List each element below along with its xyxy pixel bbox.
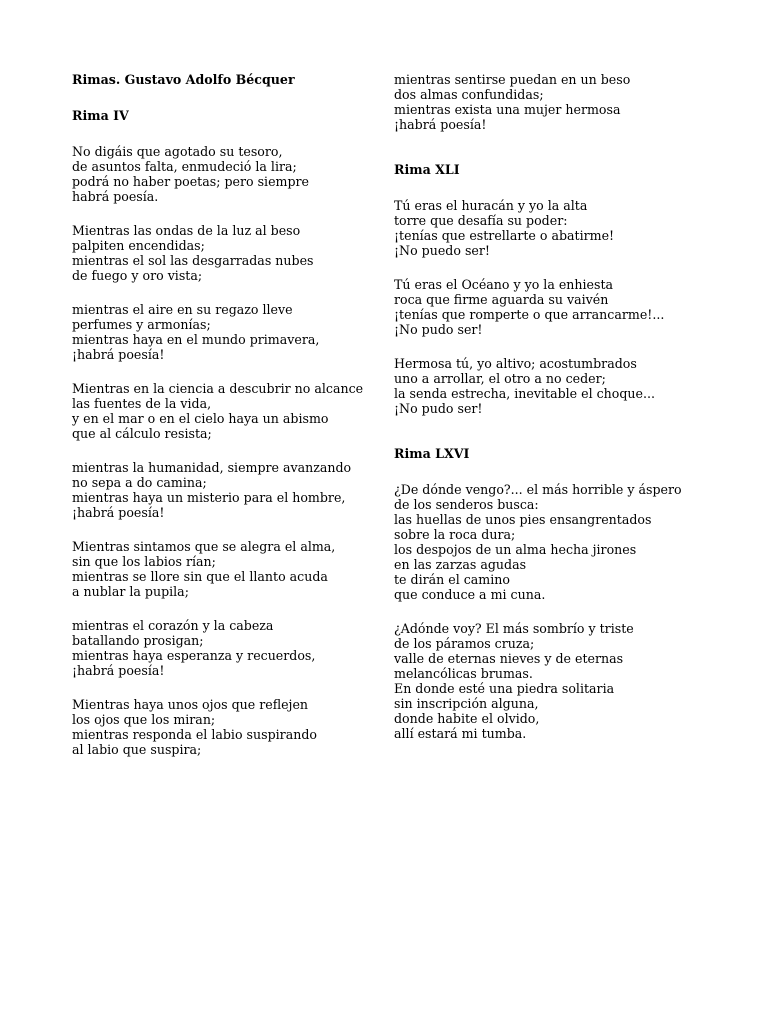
verse-line: Hermosa tú, yo altivo; acostumbrados xyxy=(394,356,637,371)
verse-line: ¡tenías que romperte o que arrancarme!... xyxy=(394,307,665,322)
verse-line: que conduce a mi cuna. xyxy=(394,587,546,602)
rima-iv-stanza-2 xyxy=(72,223,372,283)
verse-line: donde habite el olvido, xyxy=(394,711,540,726)
verse-line: melancólicas brumas. xyxy=(394,666,533,681)
verse-line: ¿De dónde vengo?... el más horrible y áspero xyxy=(394,482,682,497)
verse-line: mientras haya esperanza y recuerdos, xyxy=(72,648,316,663)
verse-line: de los senderos busca: xyxy=(394,497,539,512)
verse-line: Mientras haya unos ojos que reflejen xyxy=(72,697,309,712)
rima-iv-stanza-5 xyxy=(72,460,372,520)
rima-iv-stanza-6 xyxy=(72,539,372,599)
verse-line: al labio que suspira; xyxy=(72,742,202,757)
rima-lxvi-stanza-1 xyxy=(394,482,694,602)
verse-line: mientras se llore sin que el llanto acuda xyxy=(72,569,328,584)
verse-line: valle de eternas nieves y de eternas xyxy=(394,651,624,666)
rima-iv-heading: Rima IV xyxy=(72,108,129,123)
verse-line: roca que firme aguarda su vaivén xyxy=(394,292,609,307)
verse-line: Tú eras el huracán y yo la alta xyxy=(394,198,588,213)
verse-line: que al cálculo resista; xyxy=(72,426,212,441)
rima-xli-stanza-1 xyxy=(394,198,694,258)
verse-line: ¡No pudo ser! xyxy=(394,401,483,416)
verse-line: perfumes y armonías; xyxy=(72,317,211,332)
rima-iv-stanza-9 xyxy=(394,72,694,132)
verse-line: ¡tenías que estrellarte o abatirme! xyxy=(394,228,615,243)
verse-line: dos almas confundidas; xyxy=(394,87,544,102)
rima-iv-stanza-8 xyxy=(72,697,372,757)
verse-line: mientras exista una mujer hermosa xyxy=(394,102,621,117)
verse-line: ¡habrá poesía! xyxy=(72,347,165,362)
left-column xyxy=(72,72,372,757)
verse-line: las fuentes de la vida, xyxy=(72,396,212,411)
verse-line: ¿Adónde voy? El más sombrío y triste xyxy=(394,621,634,636)
verse-line: allí estará mi tumba. xyxy=(394,726,527,741)
verse-line: a nublar la pupila; xyxy=(72,584,189,599)
verse-line: los ojos que los miran; xyxy=(72,712,216,727)
rima-iv-stanza-3 xyxy=(72,302,372,362)
rima-lxvi-stanza-2 xyxy=(394,621,694,741)
verse-line: y en el mar o en el cielo haya un abismo xyxy=(72,411,329,426)
verse-line: sobre la roca dura; xyxy=(394,527,516,542)
verse-line: mientras responda el labio suspirando xyxy=(72,727,317,742)
verse-line: mientras haya en el mundo primavera, xyxy=(72,332,320,347)
verse-line: Mientras las ondas de la luz al beso xyxy=(72,223,301,238)
verse-line: mientras haya un misterio para el hombre, xyxy=(72,490,346,505)
rima-iv-stanza-4 xyxy=(72,381,372,441)
verse-line: ¡No puedo ser! xyxy=(394,243,490,258)
verse-line: palpiten encendidas; xyxy=(72,238,205,253)
verse-line: En donde esté una piedra solitaria xyxy=(394,681,615,696)
verse-line: los despojos de un alma hecha jirones xyxy=(394,542,637,557)
verse-line: ¡No pudo ser! xyxy=(394,322,483,337)
verse-line: mientras el aire en su regazo lleve xyxy=(72,302,293,317)
verse-line: sin inscripción alguna, xyxy=(394,696,539,711)
rima-xli-stanza-2 xyxy=(394,277,694,337)
rima-xli-heading: Rima XLI xyxy=(394,162,460,177)
verse-line: mientras sentirse puedan en un beso xyxy=(394,72,631,87)
verse-line: Mientras en la ciencia a descubrir no alcance xyxy=(72,381,364,396)
verse-line: ¡habrá poesía! xyxy=(72,505,165,520)
verse-line: torre que desafía su poder: xyxy=(394,213,568,228)
rima-lxvi-heading: Rima LXVI xyxy=(394,446,470,461)
rima-iv-stanza-1 xyxy=(72,144,372,204)
verse-line: no sepa a do camina; xyxy=(72,475,207,490)
verse-line: Mientras sintamos que se alegra el alma, xyxy=(72,539,336,554)
document-title: Rimas. Gustavo Adolfo Bécquer xyxy=(72,72,295,87)
verse-line: ¡habrá poesía! xyxy=(394,117,487,132)
verse-line: podrá no haber poetas; pero siempre xyxy=(72,174,310,189)
verse-line: de fuego y oro vista; xyxy=(72,268,203,283)
verse-line: No digáis que agotado su tesoro, xyxy=(72,144,283,159)
verse-line: uno a arrollar, el otro a no ceder; xyxy=(394,371,606,386)
verse-line: sin que los labios rían; xyxy=(72,554,216,569)
rima-iv-stanza-7 xyxy=(72,618,372,678)
verse-line: en las zarzas agudas xyxy=(394,557,527,572)
rima-xli-stanza-3 xyxy=(394,356,694,416)
verse-line: batallando prosigan; xyxy=(72,633,204,648)
verse-line: mientras el corazón y la cabeza xyxy=(72,618,274,633)
verse-line: las huellas de unos pies ensangrentados xyxy=(394,512,652,527)
verse-line: mientras el sol las desgarradas nubes xyxy=(72,253,314,268)
verse-line: Tú eras el Océano y yo la enhiesta xyxy=(394,277,614,292)
verse-line: habrá poesía. xyxy=(72,189,159,204)
right-column xyxy=(394,72,694,741)
verse-line: mientras la humanidad, siempre avanzando xyxy=(72,460,352,475)
verse-line: ¡habrá poesía! xyxy=(72,663,165,678)
verse-line: te dirán el camino xyxy=(394,572,510,587)
verse-line: de los páramos cruza; xyxy=(394,636,535,651)
verse-line: de asuntos falta, enmudeció la lira; xyxy=(72,159,297,174)
verse-line: la senda estrecha, inevitable el choque... xyxy=(394,386,655,401)
